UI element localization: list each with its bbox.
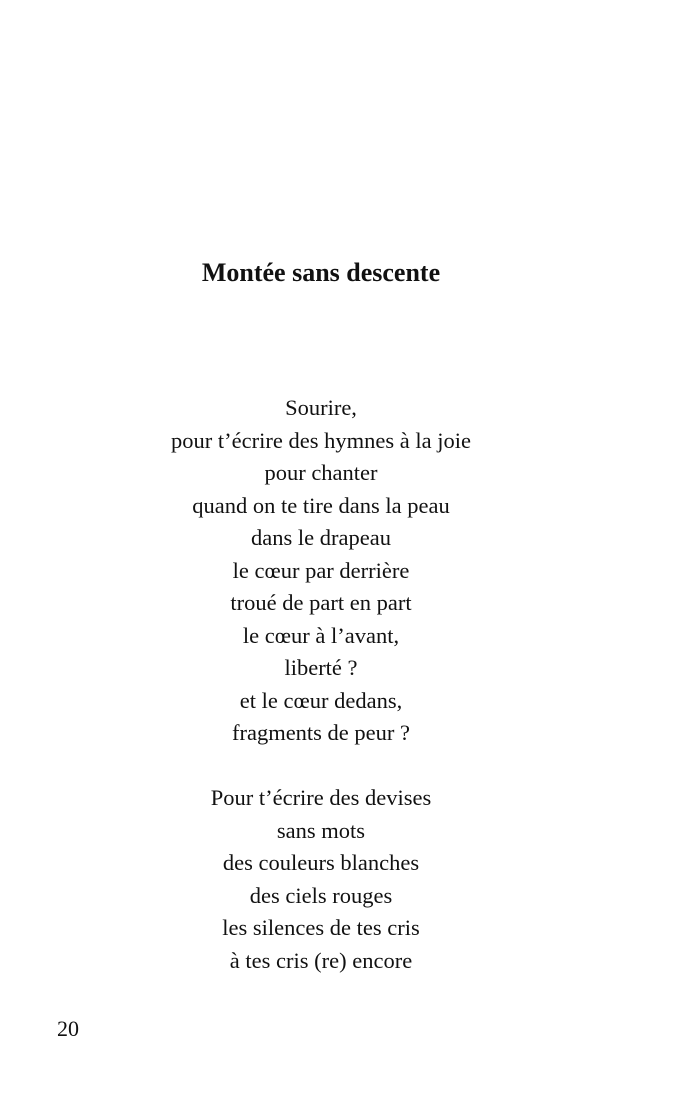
poem-line: Sourire, [285,395,357,420]
stanza-1 [0,392,642,750]
poem-body [0,392,642,977]
poem-line: pour t’écrire des hymnes à la joie [171,427,471,453]
poem-line: fragments de peur ? [231,720,411,745]
poem-line: des ciels rouges [249,882,393,908]
poem-line: dans le drapeau [251,525,391,550]
stanza-2 [0,782,642,977]
page-number: 20 [57,1016,79,1041]
poem-line: Pour t’écrire des devises [210,785,432,810]
poem-line: quand on te tire dans la peau [192,492,450,518]
poem-line: et le cœur dedans, [239,687,403,713]
poem-line: liberté ? [284,655,358,680]
poem-line: des couleurs blanches [222,850,420,875]
poem-line: à tes cris (re) encore [229,947,413,973]
poem-line: sans mots [276,817,366,843]
poem-line: les silences de tes cris [222,915,420,940]
poem-line: troué de part en part [230,590,412,615]
poem-line: le cœur à l’avant, [242,622,400,648]
poem-title: Montée sans descente [201,258,441,287]
poem-line: pour chanter [264,460,378,485]
poem-line: le cœur par derrière [232,557,410,583]
